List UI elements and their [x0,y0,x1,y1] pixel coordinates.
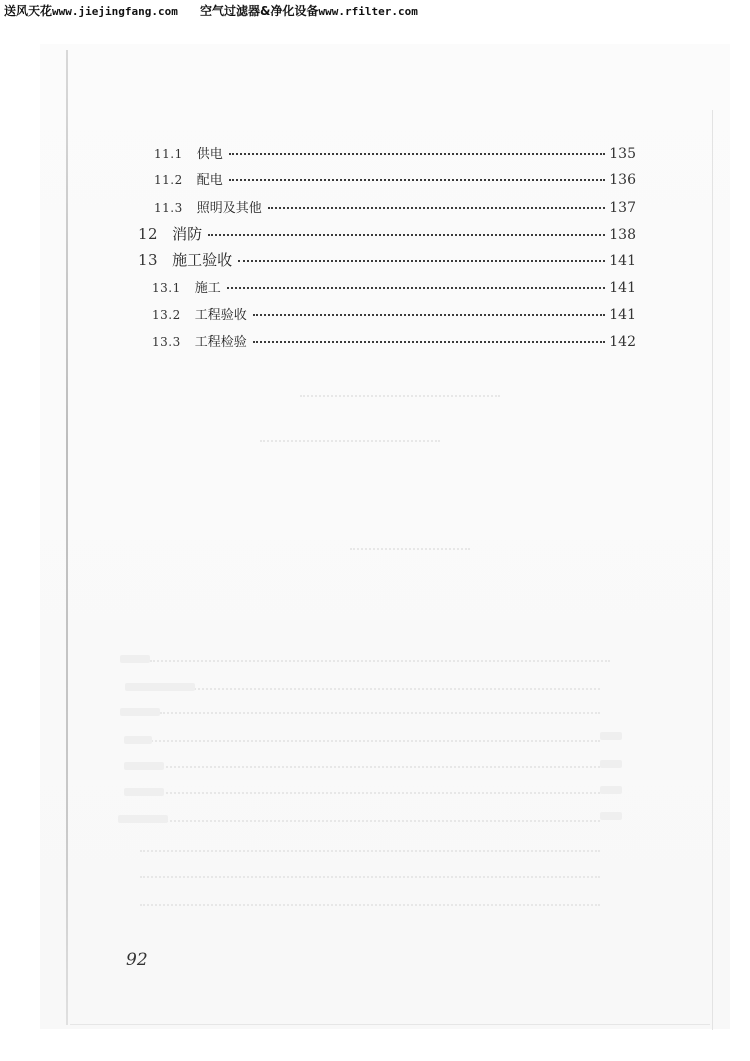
toc-entry-number: 13 [138,251,159,269]
toc-entry-page: 135 [609,146,636,162]
toc-entry-title: 施工 [194,281,221,296]
toc-entry-page: 142 [609,334,636,350]
toc-entry-number: 12 [138,225,159,243]
toc-entry-page: 141 [609,307,636,323]
dot-leader [268,197,606,209]
toc-entry-title: 工程验收 [194,308,247,323]
dot-leader [229,143,606,155]
site-name-1: 送风天花 [4,4,53,18]
toc-entry-title: 照明及其他 [196,201,262,216]
toc-entry-title: 消防 [172,225,203,243]
toc-entry[interactable] [152,276,636,300]
site-name-2: 空气过滤器&净化设备 [200,4,319,18]
toc-entry-number: 11.1 [154,147,183,161]
toc-entry-page: 138 [609,227,636,243]
toc-entry-number: 11.2 [154,173,183,187]
toc-entry[interactable] [138,222,636,246]
toc-entry[interactable] [154,168,636,192]
toc-entry-title: 施工验收 [172,251,233,269]
page-number: 92 [126,950,148,970]
toc-entry[interactable] [152,330,636,354]
dot-leader [253,331,606,343]
toc-entry-page: 141 [609,280,636,296]
toc-entry-page: 137 [609,200,636,216]
toc-entry-page: 136 [609,172,636,188]
dot-leader [238,250,605,262]
toc-entry[interactable] [154,196,636,220]
toc-entry[interactable] [154,142,636,166]
toc-entry-title: 供电 [196,147,223,162]
toc-entry-number: 11.3 [154,201,183,215]
toc-entry-number: 13.2 [152,308,181,322]
toc-entry-page: 141 [609,253,636,269]
dot-leader [208,224,605,236]
toc-entry-number: 13.1 [152,281,181,295]
dot-leader [227,277,606,289]
dot-leader [253,304,606,316]
toc-entry-title: 配电 [196,173,223,188]
toc-entry[interactable] [152,303,636,327]
dot-leader [229,169,606,181]
toc-entry-number: 13.3 [152,335,181,349]
site-url-2[interactable]: www.rfilter.com [318,5,418,18]
toc-entry-title: 工程检验 [194,335,247,350]
toc-entry[interactable] [138,248,636,272]
site-url-1[interactable]: www.jiejingfang.com [52,5,178,18]
